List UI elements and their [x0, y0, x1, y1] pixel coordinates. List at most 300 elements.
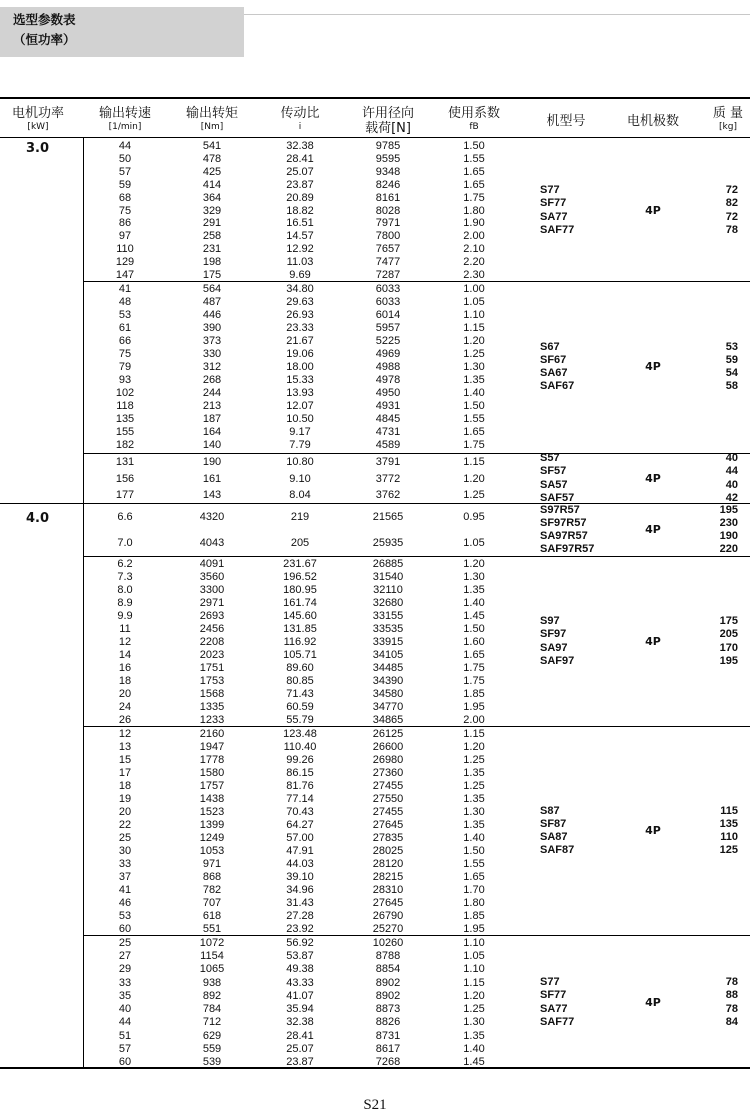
- table-cell: 79: [118, 361, 132, 373]
- table-cell: 1.35: [463, 583, 485, 596]
- table-cell: 17: [118, 766, 132, 779]
- model-code: SF77: [540, 989, 567, 1002]
- table-cell: 213: [202, 400, 222, 413]
- table-cell: 20.89: [286, 191, 314, 204]
- table-cell: 629: [202, 1029, 222, 1042]
- col-header-ratio-name: 传动比: [280, 106, 320, 121]
- table-cell: 77.14: [286, 792, 314, 805]
- table-cell: 46: [118, 896, 132, 909]
- table-cell: 27.28: [286, 909, 314, 922]
- table-cell: 23.87: [286, 1056, 314, 1069]
- table-cell: 131.85: [283, 622, 317, 635]
- power-value: 4.0: [26, 511, 50, 526]
- col-header-ratio: [280, 106, 319, 134]
- table-cell: 8617: [375, 1043, 401, 1056]
- table-cell: 41.07: [286, 989, 314, 1002]
- table-cell: 26600: [372, 740, 404, 753]
- table-cell: 55.79: [286, 713, 314, 726]
- table-cell: 13.93: [286, 387, 314, 400]
- table-cell: 1523: [199, 805, 225, 818]
- table-cell: 41: [118, 282, 132, 295]
- table-cell: 99.26: [286, 753, 314, 766]
- table-cell: 11: [119, 622, 131, 635]
- table-cell: 50: [118, 153, 132, 166]
- table-cell: 1072: [199, 936, 225, 949]
- table-cell: 143: [202, 488, 222, 501]
- table-cell: 8873: [375, 1003, 401, 1016]
- table-cell: 7477: [375, 255, 401, 268]
- col-header-ratio-unit: i: [298, 122, 302, 132]
- model-code: S97: [540, 615, 560, 628]
- weight-value: 53: [725, 340, 738, 353]
- table-cell: 93: [118, 374, 132, 387]
- table-cell: 155: [115, 426, 135, 439]
- table-cell: 487: [202, 295, 222, 308]
- table-cell: 2.20: [463, 255, 485, 268]
- table-cell: 478: [202, 153, 222, 166]
- table-cell: 70.43: [286, 805, 314, 818]
- table-cell: 26885: [372, 557, 404, 570]
- table-cell: 559: [202, 1043, 222, 1056]
- table-cell: 564: [202, 282, 222, 295]
- table-cell: 330: [202, 347, 222, 360]
- model-code: S97R57: [540, 503, 580, 516]
- motor-poles: 4P: [645, 824, 661, 837]
- table-cell: 312: [202, 361, 222, 373]
- table-cell: 7971: [375, 217, 401, 230]
- table-cell: 53.87: [286, 949, 314, 962]
- table-cell: 9348: [375, 166, 401, 179]
- table-cell: 28.41: [286, 1029, 314, 1042]
- table-cell: 1.05: [463, 949, 485, 962]
- table-cell: 7.79: [289, 439, 311, 452]
- model-code: SF97: [540, 628, 567, 641]
- weight-value: 54: [725, 367, 738, 379]
- table-cell: 6033: [375, 295, 401, 308]
- table-cell: 29.63: [286, 295, 314, 308]
- table-cell: 6033: [375, 282, 401, 295]
- model-code: SA77: [540, 210, 568, 223]
- table-cell: 39.10: [286, 870, 314, 883]
- table-cell: 7800: [375, 230, 401, 243]
- table-cell: 3560: [199, 570, 225, 583]
- page-header: [0, 7, 244, 57]
- table-cell: 1.20: [463, 557, 485, 570]
- weight-value: 170: [719, 641, 738, 654]
- motor-poles: 4P: [645, 203, 661, 217]
- table-cell: 1.35: [463, 1029, 485, 1042]
- table-cell: 1778: [199, 753, 225, 766]
- table-cell: 1.10: [463, 308, 485, 321]
- table-cell: 1580: [199, 766, 225, 779]
- table-cell: 105.71: [283, 648, 317, 661]
- group-separator: [83, 453, 750, 454]
- col-header-power: [12, 106, 64, 134]
- table-cell: 25.07: [286, 1043, 314, 1056]
- table-cell: 71.43: [286, 687, 314, 700]
- table-cell: 28.41: [286, 153, 314, 166]
- model-code: S67: [540, 340, 560, 353]
- table-cell: 1.05: [463, 295, 485, 308]
- table-cell: 16: [118, 661, 132, 674]
- table-cell: 33: [118, 857, 132, 870]
- table-cell: 44.03: [286, 857, 314, 870]
- table-cell: 1399: [199, 818, 225, 831]
- table-cell: 14: [118, 648, 132, 661]
- table-cell: 1.65: [463, 426, 485, 439]
- table-cell: 707: [202, 896, 222, 909]
- group-separator: [83, 281, 750, 282]
- table-cell: 1.80: [463, 204, 485, 217]
- table-cell: 4978: [375, 374, 401, 387]
- table-cell: 4043: [199, 537, 225, 549]
- table-cell: 28120: [372, 857, 404, 870]
- table-cell: 539: [202, 1056, 222, 1069]
- table-cell: 4969: [375, 347, 401, 360]
- table-cell: 205: [290, 537, 310, 549]
- table-cell: 364: [202, 191, 222, 204]
- model-code: SAF87: [540, 844, 575, 857]
- table-cell: 1.70: [463, 883, 485, 896]
- table-cell: 33155: [372, 609, 404, 622]
- weight-value: 135: [719, 817, 738, 830]
- table-cell: 30: [118, 844, 132, 857]
- table-cell: 373: [202, 334, 222, 347]
- model-code: SF87: [540, 817, 567, 830]
- table-cell: 86: [118, 217, 132, 230]
- table-cell: 1.65: [463, 870, 485, 883]
- table-cell: 64.27: [286, 818, 314, 831]
- table-cell: 26790: [372, 909, 404, 922]
- table-cell: 5225: [375, 334, 401, 347]
- table-cell: 231.67: [283, 557, 317, 570]
- table-cell: 110: [116, 242, 134, 255]
- table-cell: 8854: [375, 963, 401, 976]
- table-cell: 14.57: [286, 230, 314, 243]
- table-cell: 4950: [375, 387, 401, 400]
- table-cell: 21565: [372, 511, 404, 523]
- weight-value: 220: [719, 543, 738, 556]
- table-cell: 1.25: [463, 753, 485, 766]
- weight-value: 195: [719, 654, 738, 667]
- table-cell: 175: [202, 268, 222, 281]
- weight-value: 190: [719, 530, 738, 542]
- weight-value: 72: [725, 210, 738, 223]
- model-code: SAF57: [540, 491, 575, 504]
- table-cell: 182: [115, 439, 135, 452]
- col-header-mass-unit: [kg]: [719, 122, 737, 132]
- table-cell: 53: [118, 308, 132, 321]
- table-cell: 161.74: [283, 596, 317, 609]
- col-header-factor-name: 使用系数: [447, 106, 501, 121]
- table-cell: 1.50: [463, 140, 485, 153]
- table-cell: 3300: [199, 583, 225, 596]
- table-cell: 29: [118, 963, 132, 976]
- table-cell: 131: [115, 456, 135, 469]
- table-cell: 110.40: [283, 740, 317, 753]
- table-cell: 541: [202, 140, 222, 153]
- table-cell: 15: [118, 753, 132, 766]
- table-cell: 1.25: [463, 488, 485, 501]
- table-cell: 219: [290, 511, 310, 523]
- weight-value: 40: [725, 478, 738, 491]
- table-cell: 1.20: [463, 334, 485, 347]
- motor-poles: 4P: [645, 634, 661, 648]
- weight-value: 44: [725, 465, 738, 478]
- table-cell: 1335: [199, 700, 225, 713]
- table-cell: 51: [118, 1029, 132, 1042]
- table-cell: 1.75: [463, 661, 485, 674]
- table-cell: 1.20: [463, 740, 485, 753]
- table-cell: 231: [202, 242, 222, 255]
- table-cell: 8826: [375, 1016, 401, 1029]
- table-cell: 33535: [372, 622, 404, 635]
- model-code: S77: [540, 184, 560, 197]
- table-cell: 32680: [372, 596, 404, 609]
- table-cell: 33915: [372, 635, 404, 648]
- table-cell: 27550: [372, 792, 404, 805]
- motor-poles: 4P: [645, 995, 661, 1009]
- table-cell: 1.25: [463, 779, 485, 792]
- motor-poles: 4P: [645, 471, 661, 485]
- table-cell: 48: [118, 295, 132, 308]
- table-cell: 2208: [199, 635, 225, 648]
- table-cell: 34.80: [286, 282, 314, 295]
- col-header-poles: [627, 114, 679, 129]
- table-cell: 41: [118, 883, 132, 896]
- table-cell: 8246: [375, 178, 401, 191]
- table-cell: 53: [118, 909, 132, 922]
- table-cell: 425: [202, 166, 222, 179]
- model-code: SAF77: [540, 223, 575, 236]
- table-cell: 9595: [375, 153, 401, 166]
- table-cell: 1947: [199, 740, 225, 753]
- table-cell: 2.10: [463, 242, 485, 255]
- table-cell: 1.20: [463, 989, 485, 1002]
- table-cell: 1.50: [463, 400, 485, 413]
- table-cell: 1.65: [463, 178, 485, 191]
- table-cell: 1.30: [463, 361, 485, 373]
- table-cell: 27455: [372, 779, 404, 792]
- table-cell: 329: [202, 204, 222, 217]
- table-cell: 1.90: [463, 217, 485, 230]
- weight-value: 88: [725, 989, 738, 1002]
- table-cell: 971: [202, 857, 222, 870]
- table-cell: 59: [118, 178, 132, 191]
- table-cell: 25.07: [286, 166, 314, 179]
- col-header-speed: [99, 106, 151, 134]
- table-cell: 1233: [199, 713, 225, 726]
- table-cell: 2160: [199, 727, 225, 740]
- table-cell: 1.10: [463, 936, 485, 949]
- table-cell: 8161: [375, 191, 401, 204]
- weight-value: 78: [725, 976, 738, 989]
- table-cell: 1.30: [463, 805, 485, 818]
- table-cell: 8028: [375, 204, 401, 217]
- table-cell: 3791: [375, 456, 401, 469]
- model-code: SAF67: [540, 380, 575, 393]
- table-cell: 97: [118, 230, 132, 243]
- table-cell: 3772: [375, 472, 401, 485]
- table-cell: 35: [118, 989, 132, 1002]
- table-cell: 75: [118, 204, 132, 217]
- power-value: 3.0: [26, 141, 50, 156]
- table-cell: 27835: [372, 831, 404, 844]
- table-cell: 8.9: [117, 596, 133, 609]
- table-cell: 44: [118, 140, 132, 153]
- table-cell: 1.85: [463, 687, 485, 700]
- table-cell: 32110: [373, 583, 403, 596]
- table-cell: 4731: [375, 426, 401, 439]
- header-subtitle: （恒功率）: [13, 32, 76, 47]
- table-cell: 140: [202, 439, 222, 452]
- model-code: SF97R57: [540, 516, 587, 529]
- table-cell: 1.35: [463, 792, 485, 805]
- table-cell: 1.60: [463, 635, 485, 648]
- table-cell: 147: [115, 268, 135, 281]
- table-cell: 198: [202, 255, 222, 268]
- model-code: SA57: [540, 478, 568, 491]
- table-cell: 25935: [372, 537, 404, 549]
- col-header-speed-name: 输出转速: [98, 106, 152, 121]
- table-cell: 6.6: [117, 511, 133, 523]
- group-separator: [83, 556, 750, 557]
- table-cell: 1.75: [463, 674, 485, 687]
- table-cell: 24: [118, 700, 132, 713]
- table-cell: 1.95: [463, 700, 485, 713]
- table-cell: 8731: [375, 1029, 401, 1042]
- model-code: SAF97R57: [540, 543, 595, 556]
- table-cell: 28215: [372, 870, 404, 883]
- table-cell: 8902: [375, 989, 401, 1002]
- table-cell: 12: [118, 635, 132, 648]
- col-header-mass: [713, 106, 743, 134]
- table-cell: 1.25: [463, 347, 485, 360]
- table-cell: 27645: [372, 818, 404, 831]
- table-cell: 180.95: [283, 583, 317, 596]
- table-cell: 782: [202, 883, 222, 896]
- col-header-power-unit: [kW]: [27, 122, 49, 132]
- table-cell: 9.17: [289, 426, 311, 439]
- weight-value: 175: [719, 615, 738, 628]
- table-cell: 18.82: [286, 204, 314, 217]
- table-cell: 25: [118, 936, 132, 949]
- table-cell: 60.59: [286, 700, 314, 713]
- table-cell: 712: [202, 1016, 222, 1029]
- selection-table: [0, 97, 750, 1069]
- table-cell: 0.95: [463, 511, 485, 523]
- table-cell: 7268: [375, 1056, 401, 1069]
- table-cell: 27: [118, 949, 132, 962]
- table-cell: 1.35: [463, 766, 485, 779]
- table-cell: 1.15: [463, 321, 485, 334]
- table-cell: 18: [118, 674, 132, 687]
- table-cell: 4931: [375, 400, 401, 413]
- table-cell: 8.04: [289, 488, 311, 501]
- table-cell: 20: [118, 687, 132, 700]
- weight-value: 59: [725, 353, 738, 366]
- table-cell: 2023: [199, 648, 225, 661]
- table-cell: 34.96: [286, 883, 314, 896]
- table-cell: 43.33: [286, 976, 314, 989]
- weight-value: 125: [719, 844, 738, 857]
- col-header-power-name: 电机功率: [11, 106, 65, 121]
- weight-value: 110: [720, 831, 738, 843]
- table-cell: 1.75: [463, 191, 485, 204]
- table-cell: 135: [115, 413, 135, 426]
- table-cell: 8902: [375, 976, 401, 989]
- table-cell: 190: [202, 456, 222, 469]
- table-cell: 4320: [199, 511, 225, 523]
- model-code: SA77: [540, 1002, 568, 1015]
- table-cell: 61: [118, 321, 132, 334]
- table-cell: 1.75: [463, 439, 485, 452]
- table-cell: 1065: [199, 963, 225, 976]
- table-cell: 6.2: [117, 557, 133, 570]
- table-cell: 4091: [199, 557, 225, 570]
- model-code: SA87: [540, 831, 568, 843]
- table-cell: 1.25: [463, 1003, 485, 1016]
- table-cell: 7287: [375, 268, 401, 281]
- table-cell: 60: [118, 1056, 132, 1069]
- table-cell: 2456: [199, 622, 225, 635]
- table-cell: 551: [202, 922, 222, 935]
- table-cell: 19: [118, 792, 132, 805]
- table-cell: 268: [202, 374, 222, 387]
- table-cell: 34770: [372, 700, 404, 713]
- table-cell: 7657: [375, 242, 401, 255]
- table-cell: 25270: [372, 922, 404, 935]
- table-cell: 16.51: [286, 217, 314, 230]
- table-cell: 25: [118, 831, 132, 844]
- table-cell: 57.00: [286, 831, 314, 844]
- table-cell: 10.50: [286, 413, 314, 426]
- table-cell: 26.93: [286, 308, 314, 321]
- table-cell: 4845: [375, 413, 401, 426]
- table-cell: 57: [118, 1043, 132, 1056]
- table-cell: 1.15: [463, 976, 485, 989]
- table-cell: 9.9: [117, 609, 133, 622]
- table-cell: 81.76: [286, 779, 314, 792]
- table-cell: 938: [202, 976, 222, 989]
- table-cell: 2971: [199, 596, 225, 609]
- table-cell: 15.33: [286, 374, 314, 387]
- table-cell: 1757: [199, 779, 225, 792]
- table-cell: 19.06: [286, 347, 314, 360]
- table-cell: 47.91: [286, 844, 314, 857]
- model-code: S57: [540, 452, 560, 465]
- weight-value: 84: [725, 1015, 738, 1028]
- col-header-factor-unit: fB: [469, 122, 479, 132]
- table-cell: 80.85: [286, 674, 314, 687]
- table-cell: 8788: [375, 949, 401, 962]
- table-cell: 1.55: [463, 153, 485, 166]
- table-cell: 1.65: [463, 166, 485, 179]
- table-cell: 23.87: [286, 178, 314, 191]
- table-cell: 161: [202, 472, 222, 485]
- col-header-speed-unit: [1/min]: [108, 122, 142, 132]
- table-cell: 9.10: [289, 472, 311, 485]
- table-cell: 5957: [375, 321, 401, 334]
- table-cell: 18: [118, 779, 132, 792]
- table-cell: 1568: [199, 687, 225, 700]
- table-cell: 18.00: [286, 361, 314, 373]
- table-cell: 1.10: [463, 963, 485, 976]
- table-cell: 56.92: [286, 936, 314, 949]
- table-cell: 1.35: [463, 818, 485, 831]
- table-cell: 1.55: [463, 857, 485, 870]
- table-cell: 129: [115, 255, 135, 268]
